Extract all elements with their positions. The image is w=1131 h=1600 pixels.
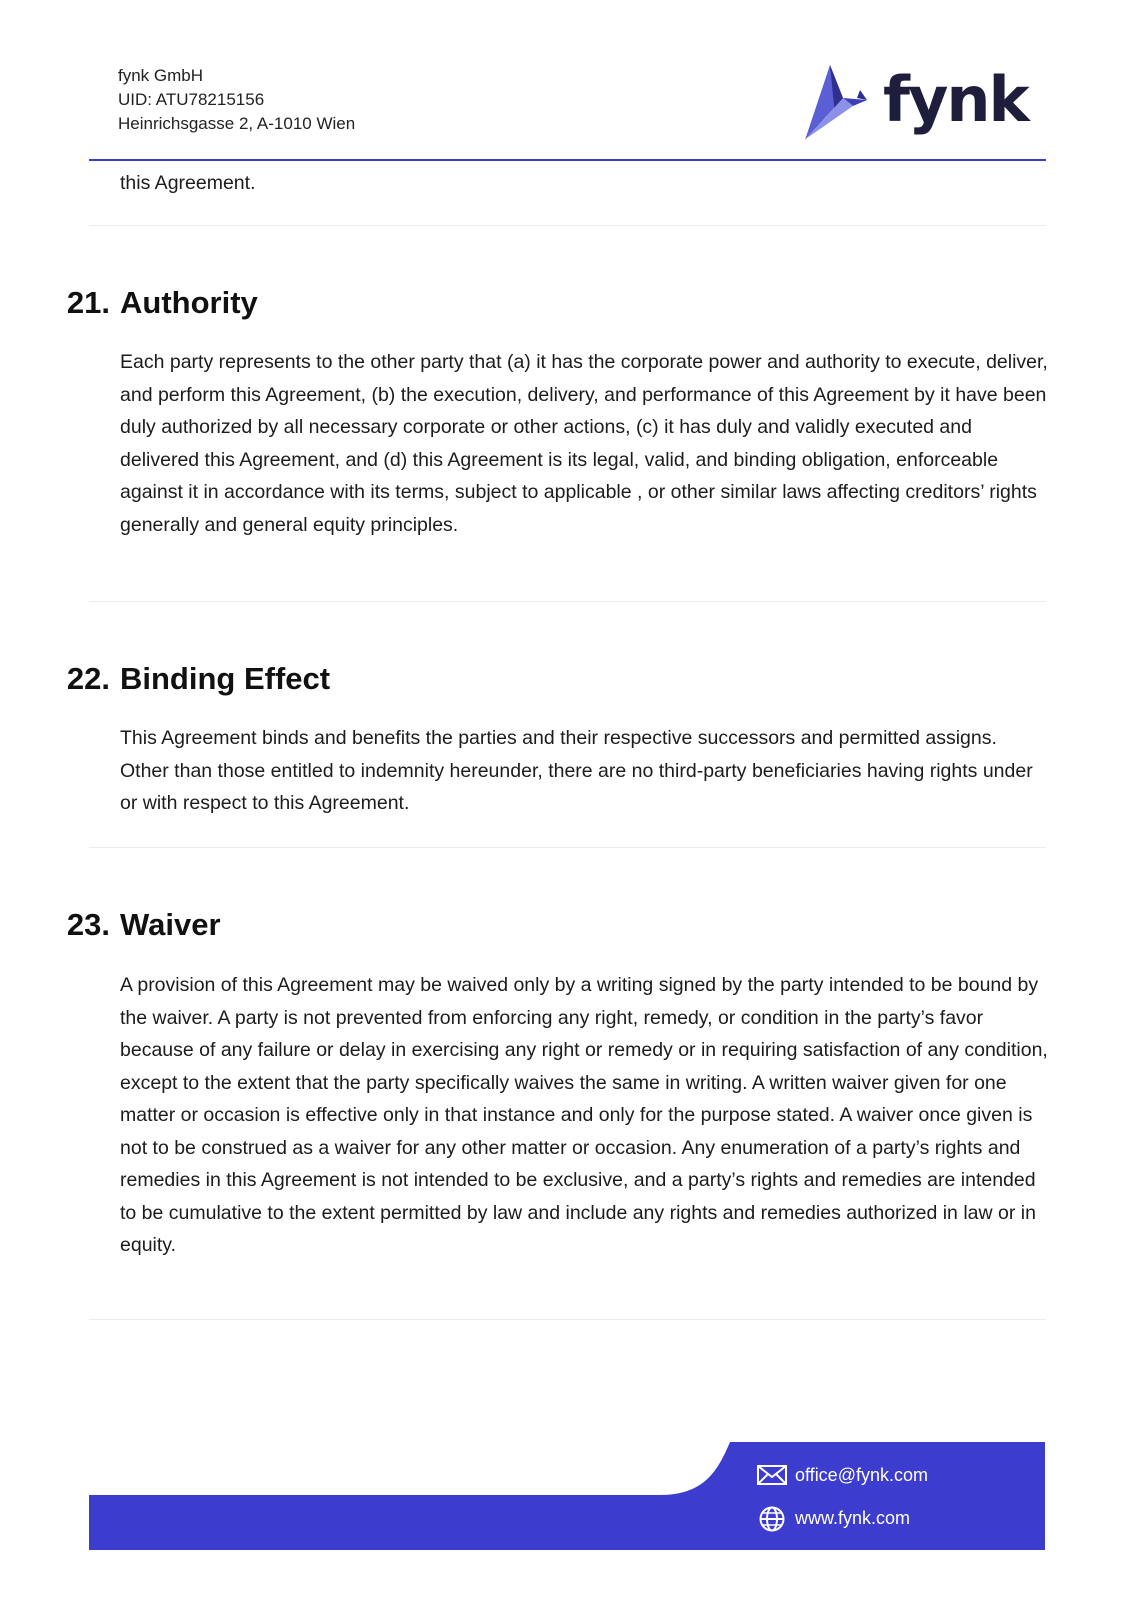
carryover-text: this Agreement.	[120, 172, 256, 194]
section-title: Binding Effect	[120, 661, 331, 696]
section-title: Waiver	[120, 907, 221, 942]
company-name: fynk GmbH	[118, 66, 204, 85]
section-number: 21.	[66, 285, 110, 320]
website-text: www.fynk.com	[795, 1508, 911, 1528]
company-address: Heinrichsgasse 2, A-1010 Wien	[118, 114, 356, 133]
footer-website[interactable]	[757, 1506, 910, 1530]
section-body: A provision of this Agreement may be waived only by a writing signed by the party intended to be bound by the waiver. A party is not prevented from enforcing any right, remedy, or condition in the party’s favor because of any failure or delay in exercising any right or remedy or in requiring satisfaction of any condition, except to the extent that the party specifically waives the same in writing. A written waiver given for one matter or occasion is effective only in that instance and only for the purpose stated. A waiver once given is not to be construed as a waiver for any other matter or occasion. Any enumeration of a party’s rights and remedies in this Agreement is not intended to be exclusive, and a party’s rights and remedies are intended to be cumulative to the extent permitted by law and include any rights and remedies authorized in law or in equity.	[120, 974, 1048, 1256]
section-body: This Agreement binds and benefits the parties and their respective successors and permitted assigns. Other than those entitled to indemnity hereunder, there are no third-party beneficiaries having rights under or with respect to this Agreement.	[120, 727, 1033, 814]
footer-email[interactable]	[757, 1463, 928, 1487]
section-number: 22.	[66, 661, 110, 696]
company-uid: UID: ATU78215156	[118, 90, 265, 109]
section-body: Each party represents to the other party that (a) it has the corporate power and authority to execute, deliver, and perform this Agreement, (b) the execution, delivery, and performance of this Agreement by it have been duly authorized by all necessary corporate or other actions, (c) it has duly and validly executed and delivered this Agreement, and (d) this Agreement is its legal, valid, and binding obligation, enforceable against it in accordance with its terms, subject to applicable , or other similar laws affecting creditors’ rights generally and general equity principles.	[120, 351, 1048, 536]
section-title: Authority	[120, 285, 258, 320]
logo-text: fynk	[883, 63, 1028, 136]
mail-icon	[757, 1463, 787, 1487]
globe-icon	[757, 1506, 787, 1530]
email-text: office@fynk.com	[795, 1465, 928, 1485]
section-number: 23.	[66, 907, 110, 942]
